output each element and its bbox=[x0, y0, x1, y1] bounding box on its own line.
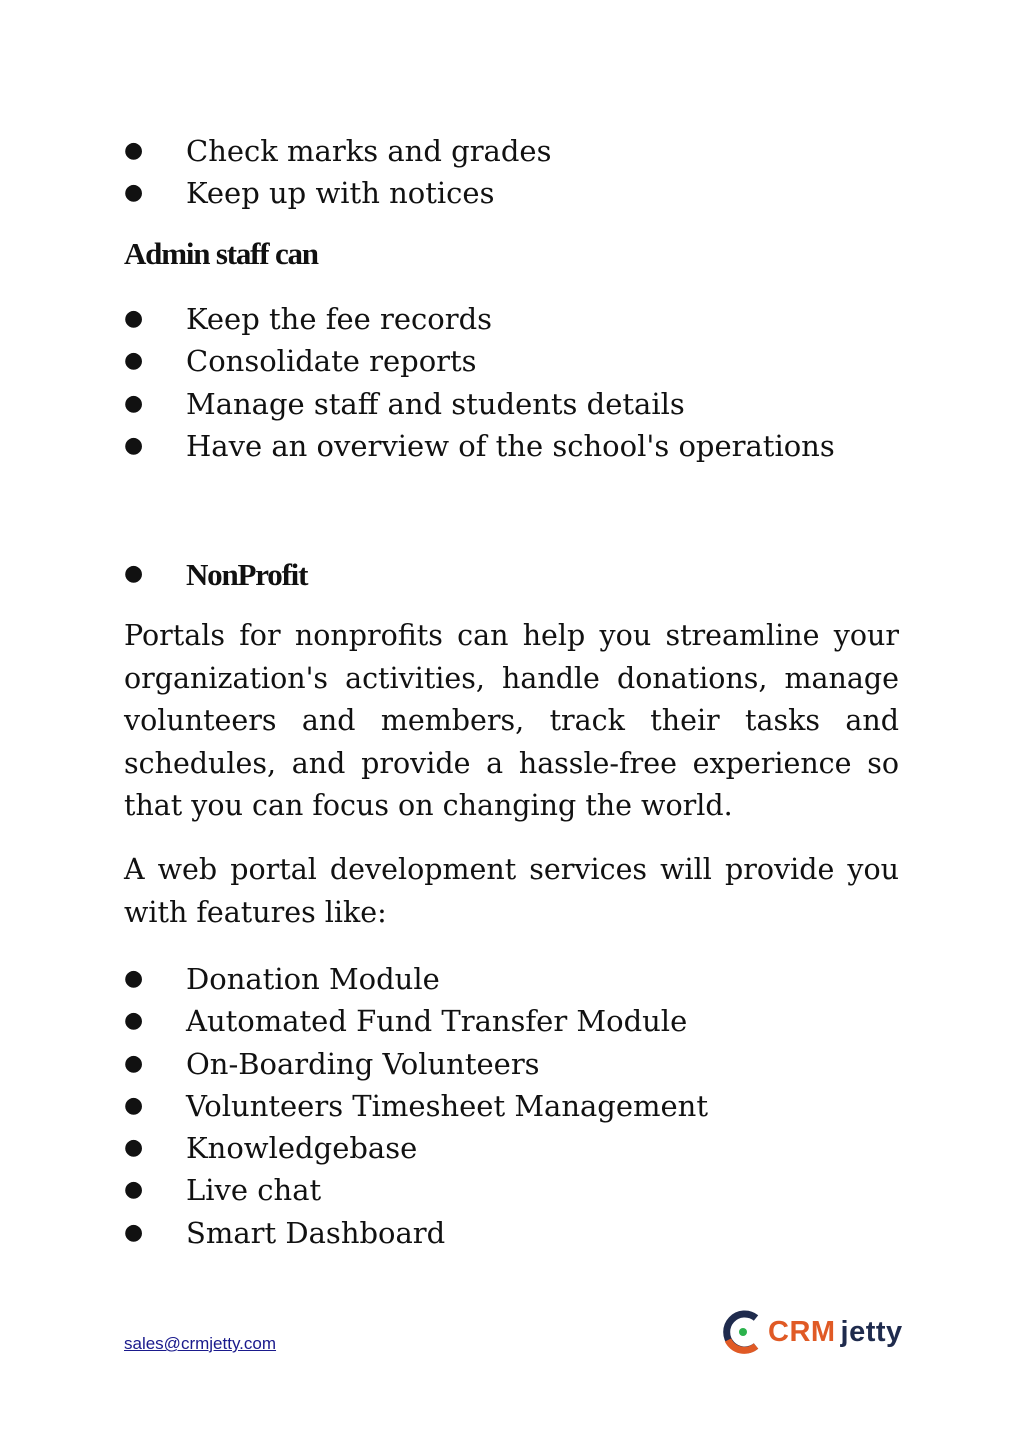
bullet-icon: ● bbox=[124, 348, 144, 374]
nonprofit-description: Portals for nonprofits can help you streamline your organization's activities, handle donations, manage volunteers and members, track their tasks and schedules, and provide a hassle-free experience so that you can focus on changing the world. bbox=[124, 619, 899, 822]
bullet-icon: ● bbox=[124, 432, 144, 458]
bullet-icon: ● bbox=[124, 390, 144, 416]
bullet-icon: ● bbox=[124, 1008, 144, 1034]
document-page: ● Check marks and grades ● Keep up with notices Admin staff can ● Keep the fee records ● Consolidate reports ● Manage staff and students details ● Have an overview of the school's operations ● NonProfit Portals for nonprofits can help you streamline your organization's activities, handle donations, manage volunteers and members, track their tasks and schedules, and provide a hassle-free experience so that you can focus on changing the world. A web portal development services will provide you with features like: ● Donation Module ● Automated Fund Transfer Module ● On-Boarding Volunteers ● Volunteers Timesheet Management ● Knowledgebase ● Live chat ● Smart Dashboard sales@crmjetty.com CRM jetty bbox=[0, 0, 1024, 1448]
crmjetty-logo bbox=[722, 1310, 903, 1354]
bullet-icon: ● bbox=[124, 561, 144, 586]
bullet-icon: ● bbox=[124, 966, 144, 991]
logo-text-crm: CRM bbox=[768, 1315, 836, 1348]
sales-email-link[interactable]: sales@crmjetty.com bbox=[124, 1334, 277, 1353]
bullet-icon: ● bbox=[124, 1135, 144, 1161]
bullet-icon: ● bbox=[124, 1092, 144, 1118]
crmjetty-logo-icon bbox=[722, 1310, 762, 1354]
bullet-icon: ● bbox=[124, 1050, 144, 1076]
bullet-icon: ● bbox=[124, 1219, 144, 1245]
logo-text-jetty: jetty bbox=[840, 1315, 903, 1348]
admin-staff-heading: Admin staff can bbox=[124, 236, 318, 271]
features-intro: A web portal development services will provide you with features like: bbox=[124, 853, 899, 929]
bullet-icon: ● bbox=[124, 180, 144, 206]
bullet-icon: ● bbox=[124, 306, 144, 331]
bullet-icon: ● bbox=[124, 1177, 144, 1203]
nonprofit-heading: NonProfit bbox=[186, 557, 308, 592]
bullet-icon: ● bbox=[124, 138, 144, 163]
